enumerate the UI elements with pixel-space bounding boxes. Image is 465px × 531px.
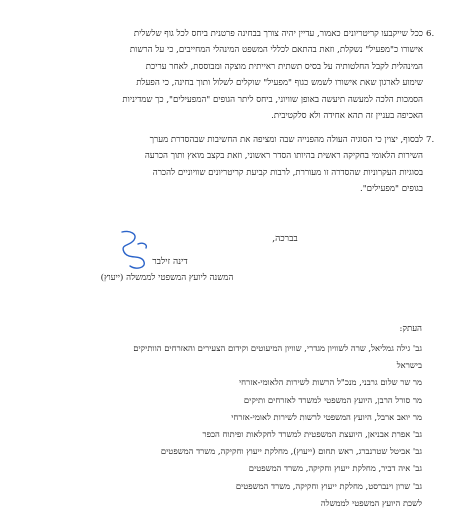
section-6-line: האכיפה בעניין זה תהא אחידה ולא סלקטיבית. xyxy=(271,111,423,122)
signer-name: דינה זילבר xyxy=(152,257,188,267)
section-6-line: ככל שייקבעו קריטריונים כאמור, עדיין יהיה צורך בבחינה פרטנית ביחס לכל גוף שלשלית xyxy=(133,29,423,39)
section-7-line: בסוגיות העקרוניות שהסדרה זו מעוררת, לרבות קביעת קריטריונים שוויוניים להכרה xyxy=(152,167,423,178)
section-6-line: המינהלית לקבל החלטותיה על בסיס תשתית ראייתית מוצקה ומבוססת, לאחר עריכת xyxy=(145,61,423,72)
section-7-number: 7. xyxy=(426,135,435,145)
section-7-line: לבסוף, יצוין כי הסוגיה העולה מהפנייה שבה ומציפה את החשיבות שבהסדרת מערך xyxy=(149,135,423,145)
signer-title: המשנה ליועץ המשפטי לממשלה (ייעוץ) xyxy=(100,273,234,283)
cc-label: העתק: xyxy=(399,324,422,334)
section-6-line: אישורו כ"מפעיל" נשקלת, וזאת בהתאם לכללי המשפט המינהלי המחייבים, כי על הרשות xyxy=(129,45,423,56)
closing-greeting: בברכה, xyxy=(272,234,298,244)
section-6-paragraph xyxy=(30,26,423,124)
cc-list-item: מר סורל הרבן, היועץ המשפטי למשרד לאזרחים ותיקים xyxy=(243,394,422,405)
cc-list-item: גב' שרון וינברסט, מחלקת ייעוץ וחקיקה, משרד המשפטים xyxy=(235,480,422,491)
cc-list-item: גב' אפרת אבניאן, היועצת המשפטית למשרד לחקלאות ופיתוח הכפר xyxy=(202,429,422,440)
cc-list-item: גב' גילה גמליאל, שרה לשוויון מגדרי, שוויון המיעוטים וקידום הצעירים והאזרחים הוותיקים xyxy=(133,343,422,353)
cc-list-item: מר יואב ארבל, היועץ המשפטי לרשות לשירות לאומי-אזרחי xyxy=(231,411,422,422)
cc-list-item: גב' איה דביר, מחלקת ייעוץ וחקיקה, משרד המשפטים xyxy=(248,463,422,474)
section-7-line: השירות הלאומי בחקיקה ראשית בהיותו הסדר ראשוני, וזאת בקצב מואץ ותוך הכרעה xyxy=(144,151,423,162)
section-6-number: 6. xyxy=(426,29,435,39)
section-7-paragraph xyxy=(30,132,423,198)
cc-list-item: לשכת היועץ המשפטי לממשלה xyxy=(320,497,422,508)
cc-list xyxy=(30,340,422,512)
section-6-line: שימוע לארגון שאת אישורו לשמש כגוף "מפעיל" שוקלים לשלול ותוך בחינה, כי הפעלת xyxy=(136,78,423,89)
cc-list-item: מר שר שלום גרבני, מנכ"ל הרשות לשירות הלאומי-אזרחי xyxy=(238,377,422,388)
section-7-line: בגופים "מפעילים". xyxy=(359,184,423,195)
section-6-line: הסמכות הלכה למעשה תיעשה באופן שוויוני, ביחס ליתר הגופים "המפעילים", כך שמדיניות xyxy=(122,94,423,105)
cc-list-item: גב' אביטל שטרנברג, ראש תחום (ייעוץ), מחלקת ייעוץ וחקיקה, משרד המשפטים xyxy=(160,446,422,457)
cc-list-item: בישראל xyxy=(396,360,422,371)
